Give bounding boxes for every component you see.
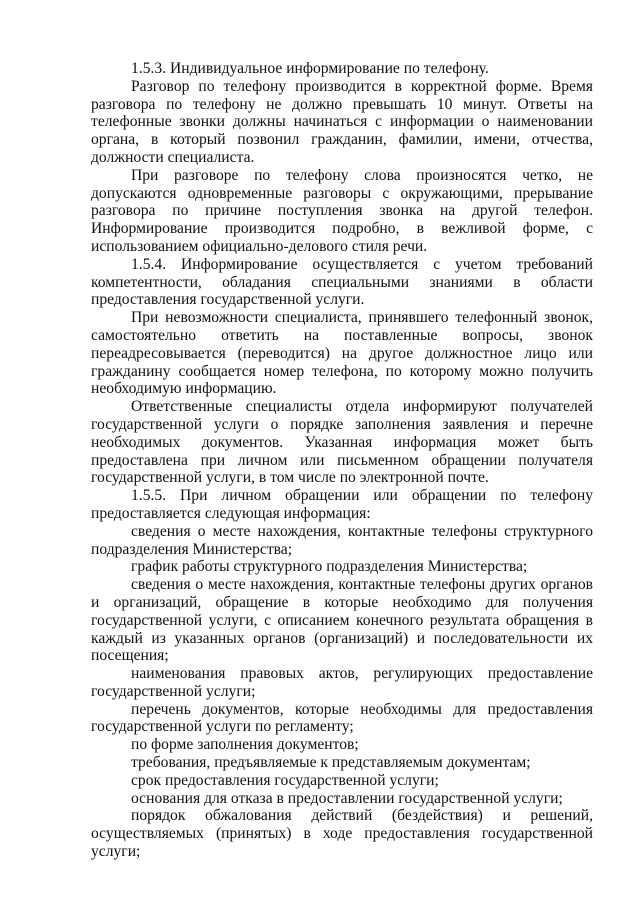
paragraph-call-redirection: При невозможности специалиста, принявшего телефонный звонок, самостоятельно ответить на поставленные вопросы, звонок переадресовывается (переводится) на другое должностное лицо или гражданину сообщается номер телефона, по которому можно получить необходимую информацию.	[91, 309, 593, 398]
paragraph-1-5-4-competence: 1.5.4. Информирование осуществляется с учетом требований компетентности, обладания специальными знаниями в области предоставления государственной услуги.	[91, 255, 593, 309]
paragraph-phone-speech-rules: При разговоре по телефону слова произносятся четко, не допускаются одновременные разговоры с окружающими, прерывание разговора по причине поступления звонка на другой телефон. Информирование производится подробно, в вежливой форме, с использованием официально-делового стиля речи.	[91, 166, 593, 255]
list-item-required-documents: перечень документов, которые необходимы для предоставления государственной услуги по регламенту;	[91, 700, 593, 736]
paragraph-specialists-inform: Ответственные специалисты отдела информируют получателей государственной услуги о порядке заполнения заявления и перечне необходимых документов. Указанная информация может быть предоставлена при личном или письменном обращении получателя государственной услуги, в том числе по электронной почте.	[91, 398, 593, 487]
list-item-legal-acts: наименования правовых актов, регулирующих предоставление государственной услуги;	[91, 665, 593, 700]
list-item-refusal-grounds: основания для отказа в предоставлении государственной услуги;	[131, 789, 563, 807]
paragraph-1-5-5-information: 1.5.5. При личном обращении или обращении по телефону предоставляется следующая информация:	[91, 487, 593, 522]
paragraph-phone-conversation-rules: Разговор по телефону производится в корректной форме. Время разговора по телефону не должно превышать 10 минут. Ответы на телефонные звонки должны начинаться с информации о наименовании органа, в который позвонил гражданин, фамилии, имени, отчества, должности специалиста.	[91, 77, 593, 166]
list-item-document-requirements: требования, предъявляемые к представляемым документам;	[131, 754, 531, 772]
paragraph-1-5-3-heading: 1.5.3. Индивидуальное информирование по телефону.	[131, 60, 489, 77]
list-item-appeal-procedure: порядок обжалования действий (бездействия) и решений, осуществляемых (принятых) в ходе предоставления государственной услуги;	[91, 807, 593, 861]
list-item-form-filling: по форме заполнения документов;	[131, 736, 359, 754]
list-item-service-term: срок предоставления государственной услуги;	[131, 771, 439, 789]
list-item-work-schedule: график работы структурного подразделения Министерства;	[131, 558, 528, 576]
list-item-ministry-location: сведения о месте нахождения, контактные телефоны структурного подразделения Министерства;	[91, 522, 593, 558]
document-page	[91, 60, 593, 861]
list-item-other-organs-location: сведения о месте нахождения, контактные телефоны других органов и организаций, обращение в которые необходимо для получения государственной услуги, с описанием конечного результата обращения в каждый из указанных органов (организаций) и последовательности их посещения;	[91, 576, 593, 665]
